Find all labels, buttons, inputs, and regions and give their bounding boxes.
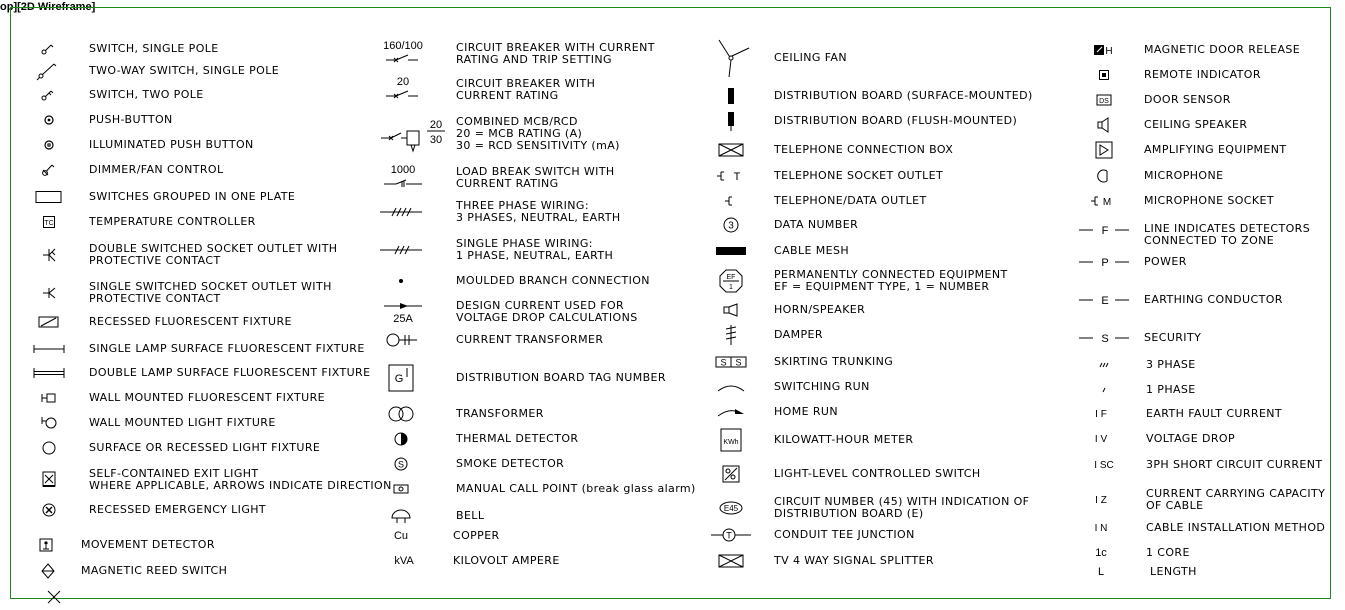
viewport-label[interactable]: op][2D Wireframe] xyxy=(0,1,96,13)
horn-speaker-icon xyxy=(701,298,761,322)
legend-label: BELL xyxy=(456,509,485,522)
detector-line-icon xyxy=(1071,221,1139,239)
svg-text:3: 3 xyxy=(728,220,734,232)
transformer-icon xyxy=(371,402,431,426)
svg-text:160/100: 160/100 xyxy=(383,40,423,52)
single-lamp-icon xyxy=(19,337,79,361)
legend-label: 3 PHASE xyxy=(1146,358,1196,371)
legend-label: LINE INDICATES DETECTORS CONNECTED TO ZONE xyxy=(1144,222,1311,247)
three-phase-icon xyxy=(1074,353,1134,377)
legend-label: TELEPHONE/DATA OUTLET xyxy=(774,194,927,207)
legend-label: LOAD BREAK SWITCH WITH CURRENT RATING xyxy=(456,165,615,190)
legend-label: 1 PHASE xyxy=(1146,383,1196,396)
microphone-socket-icon xyxy=(1074,189,1134,213)
legend-label: EARTHING CONDUCTOR xyxy=(1144,293,1283,306)
push-button-icon xyxy=(19,108,79,132)
single-socket-icon xyxy=(19,281,79,305)
wall-fluorescent-icon xyxy=(19,386,79,410)
circuit-breaker-trip-icon xyxy=(371,38,435,70)
short-circuit-icon: I SC xyxy=(1094,459,1114,471)
svg-text:E: E xyxy=(1101,295,1109,307)
one-phase-icon xyxy=(1074,378,1134,402)
svg-text:S: S xyxy=(720,357,727,368)
legend-label: COMBINED MCB/RCD 20 = MCB RATING (A) 30 = RCD SENSITIVITY (mA) xyxy=(456,115,620,152)
svg-text:S: S xyxy=(397,459,405,470)
legend-label: CIRCUIT BREAKER WITH CURRENT RATING xyxy=(456,77,596,102)
security-line-icon xyxy=(1071,326,1139,350)
wall-light-icon xyxy=(19,411,79,435)
three-phase-wiring-icon xyxy=(371,200,431,224)
smoke-detector-icon xyxy=(371,452,431,476)
legend-label: DOUBLE SWITCHED SOCKET OUTLET WITH PROTECTIVE CONTACT xyxy=(89,242,338,267)
legend-label: CABLE INSTALLATION METHOD xyxy=(1146,521,1326,534)
earthing-line-icon xyxy=(1071,288,1139,312)
grouped-switch-plate-icon xyxy=(19,185,79,209)
light-fixture-icon xyxy=(19,436,79,460)
movement-detector-icon xyxy=(16,533,76,557)
installation-method-icon: I N xyxy=(1094,522,1108,534)
branch-connection-icon xyxy=(371,269,431,293)
legend-label: MOULDED BRANCH CONNECTION xyxy=(456,274,650,287)
legend-label: SINGLE SWITCHED SOCKET OUTLET WITH PROTECTIVE CONTACT xyxy=(89,280,332,305)
db-tag-icon xyxy=(371,362,431,394)
kva-icon: kVA xyxy=(394,555,414,567)
telephone-socket-icon xyxy=(701,164,761,188)
legend-label: RECESSED FLUORESCENT FIXTURE xyxy=(89,315,292,328)
double-lamp-icon xyxy=(19,361,79,385)
legend-label: TELEPHONE SOCKET OUTLET xyxy=(774,169,944,182)
svg-text:T: T xyxy=(733,171,741,183)
svg-text:T: T xyxy=(726,530,732,541)
legend-label: SWITCHING RUN xyxy=(774,380,870,393)
legend-label: CABLE MESH xyxy=(774,244,850,257)
ceiling-speaker-icon xyxy=(1074,113,1134,137)
legend-label: DISTRIBUTION BOARD TAG NUMBER xyxy=(456,371,666,384)
light-level-switch-icon xyxy=(701,462,761,486)
legend-label: SECURITY xyxy=(1144,331,1202,344)
legend-label: MAGNETIC DOOR RELEASE xyxy=(1144,43,1301,56)
legend-label: SMOKE DETECTOR xyxy=(456,457,565,470)
legend-label: DESIGN CURRENT USED FOR VOLTAGE DROP CALCULATIONS xyxy=(456,299,638,324)
ceiling-fan-icon xyxy=(701,38,761,78)
legend-label: SKIRTING TRUNKING xyxy=(774,355,894,368)
svg-text:20: 20 xyxy=(396,76,410,88)
legend-label: PERMANENTLY CONNECTED EQUIPMENT EF = EQUIPMENT TYPE, 1 = NUMBER xyxy=(774,268,1008,293)
single-phase-wiring-icon xyxy=(371,238,431,262)
home-run-icon xyxy=(701,400,761,424)
svg-text:25A: 25A xyxy=(393,313,413,325)
legend-label: SWITCH, SINGLE POLE xyxy=(89,42,219,55)
legend-label: SWITCHES GROUPED IN ONE PLATE xyxy=(89,190,296,203)
illuminated-push-button-icon xyxy=(19,133,79,157)
svg-text:KWh: KWh xyxy=(723,439,739,446)
mcb-rcd-icon xyxy=(371,114,451,154)
two-way-switch-icon xyxy=(19,59,79,83)
legend-label: LENGTH xyxy=(1150,565,1197,578)
legend-label: DOOR SENSOR xyxy=(1144,93,1231,106)
legend-label: SURFACE OR RECESSED LIGHT FIXTURE xyxy=(89,441,321,454)
switch-two-pole-icon xyxy=(19,83,79,107)
svg-text:30: 30 xyxy=(429,134,443,146)
door-sensor-icon xyxy=(1074,88,1134,112)
legend-label: MANUAL CALL POINT (break glass alarm) xyxy=(456,482,696,495)
data-outlet-icon xyxy=(701,189,761,213)
cross-icon xyxy=(24,585,84,609)
svg-text:F: F xyxy=(1101,225,1109,237)
svg-text:S: S xyxy=(1101,333,1109,345)
legend-label: COPPER xyxy=(453,529,500,542)
legend-label: CURRENT TRANSFORMER xyxy=(456,333,604,346)
load-break-switch-icon xyxy=(371,162,435,194)
legend-label: POWER xyxy=(1144,255,1187,268)
one-core-icon: 1c xyxy=(1095,547,1107,559)
legend-label: THREE PHASE WIRING: 3 PHASES, NEUTRAL, EARTH xyxy=(456,199,621,224)
legend-label: DAMPER xyxy=(774,328,823,341)
legend-label: TRANSFORMER xyxy=(456,407,544,420)
telephone-box-icon xyxy=(701,138,761,162)
legend-label: MICROPHONE xyxy=(1144,169,1224,182)
legend-label: KILOVOLT AMPERE xyxy=(453,554,560,567)
earth-fault-icon: I F xyxy=(1095,408,1107,420)
copper-icon: Cu xyxy=(393,530,409,542)
circuit-number-icon xyxy=(701,492,761,524)
current-transformer-icon xyxy=(371,328,431,352)
legend-label: RECESSED EMERGENCY LIGHT xyxy=(89,503,267,516)
legend-label: DIMMER/FAN CONTROL xyxy=(89,163,224,176)
svg-text:DS: DS xyxy=(1099,98,1109,105)
svg-text:G: G xyxy=(394,373,404,385)
legend-label: ILLUMINATED PUSH BUTTON xyxy=(89,138,254,151)
data-number-icon xyxy=(701,213,761,237)
tv-splitter-icon xyxy=(701,549,761,573)
legend-label: TELEPHONE CONNECTION BOX xyxy=(774,143,954,156)
microphone-icon xyxy=(1074,164,1134,188)
reed-switch-icon xyxy=(18,559,78,583)
design-current-icon xyxy=(371,296,435,328)
capacity-icon: I Z xyxy=(1095,494,1107,506)
svg-text:1000: 1000 xyxy=(390,164,416,176)
exit-light-icon xyxy=(19,468,79,492)
legend-label: CEILING SPEAKER xyxy=(1144,118,1248,131)
db-flush-icon xyxy=(701,109,761,133)
legend-label: WALL MOUNTED FLUORESCENT FIXTURE xyxy=(89,391,325,404)
conduit-tee-icon xyxy=(701,523,761,547)
legend-label: TV 4 WAY SIGNAL SPLITTER xyxy=(774,554,934,567)
svg-text:TC: TC xyxy=(44,220,54,227)
thermal-detector-icon xyxy=(371,427,431,451)
double-socket-icon xyxy=(19,243,79,267)
drawing-viewport[interactable] xyxy=(10,7,1331,599)
legend-label: EARTH FAULT CURRENT xyxy=(1146,407,1283,420)
legend-label: VOLTAGE DROP xyxy=(1146,432,1235,445)
switch-single-pole-icon xyxy=(19,37,79,61)
legend-label: HORN/SPEAKER xyxy=(774,303,866,316)
call-point-icon xyxy=(371,477,431,501)
connected-equipment-icon xyxy=(701,265,761,297)
legend-label: SWITCH, TWO POLE xyxy=(89,88,204,101)
legend-label: DISTRIBUTION BOARD (FLUSH-MOUNTED) xyxy=(774,114,1018,127)
switching-run-icon xyxy=(701,375,761,399)
legend-label: MOVEMENT DETECTOR xyxy=(81,538,215,551)
legend-label: MAGNETIC REED SWITCH xyxy=(81,564,228,577)
legend-label: THERMAL DETECTOR xyxy=(456,432,579,445)
legend-label: KILOWATT-HOUR METER xyxy=(774,433,914,446)
svg-text:1: 1 xyxy=(729,284,733,291)
legend-label: CEILING FAN xyxy=(774,51,847,64)
legend-label: CIRCUIT BREAKER WITH CURRENT RATING AND TRIP SETTING xyxy=(456,41,655,66)
temperature-controller-icon xyxy=(19,210,79,234)
svg-text:S: S xyxy=(735,357,742,368)
legend-label: DISTRIBUTION BOARD (SURFACE-MOUNTED) xyxy=(774,89,1033,102)
length-icon: L xyxy=(1097,566,1105,578)
legend-label: CIRCUIT NUMBER (45) WITH INDICATION OF DISTRIBUTION BOARD (E) xyxy=(774,495,1030,520)
legend-label: DOUBLE LAMP SURFACE FLUORESCENT FIXTURE xyxy=(89,366,371,379)
skirting-trunking-icon xyxy=(701,350,761,374)
svg-text:P: P xyxy=(1101,257,1109,269)
legend-label: SINGLE LAMP SURFACE FLUORESCENT FIXTURE xyxy=(89,342,365,355)
legend-label: PUSH-BUTTON xyxy=(89,113,173,126)
legend-label: 1 CORE xyxy=(1146,546,1190,559)
circuit-breaker-icon xyxy=(371,74,435,106)
svg-text:E45: E45 xyxy=(723,504,739,513)
recessed-fluorescent-icon xyxy=(19,310,79,334)
legend-label: WALL MOUNTED LIGHT FIXTURE xyxy=(89,416,276,429)
legend-label: MICROPHONE SOCKET xyxy=(1144,194,1274,207)
power-line-icon xyxy=(1071,250,1139,274)
door-release-icon xyxy=(1074,38,1134,62)
db-surface-icon xyxy=(701,84,761,108)
svg-text:20: 20 xyxy=(429,119,443,131)
remote-indicator-icon xyxy=(1074,63,1134,87)
voltage-drop-icon: I V xyxy=(1094,433,1108,445)
dimmer-icon xyxy=(19,158,79,182)
svg-text:M: M xyxy=(1102,197,1112,208)
legend-label: 3PH SHORT CIRCUIT CURRENT xyxy=(1146,458,1323,471)
legend-label: CURRENT CARRYING CAPACITY OF CABLE xyxy=(1146,487,1326,512)
legend-label: SINGLE PHASE WIRING: 1 PHASE, NEUTRAL, EARTH xyxy=(456,237,614,262)
amplifier-icon xyxy=(1074,138,1134,162)
damper-icon xyxy=(701,323,761,347)
kwh-meter-icon xyxy=(701,425,761,455)
svg-text:EF: EF xyxy=(726,274,736,281)
legend-label: LIGHT-LEVEL CONTROLLED SWITCH xyxy=(774,467,981,480)
legend-label: TWO-WAY SWITCH, SINGLE POLE xyxy=(89,64,280,77)
legend-label: CONDUIT TEE JUNCTION xyxy=(774,528,915,541)
legend-label: AMPLIFYING EQUIPMENT xyxy=(1144,143,1287,156)
legend-label: SELF-CONTAINED EXIT LIGHT WHERE APPLICABLE, ARROWS INDICATE DIRECTION xyxy=(89,467,392,492)
legend-label: TEMPERATURE CONTROLLER xyxy=(89,215,256,228)
cable-mesh-icon xyxy=(701,239,761,263)
legend-label: HOME RUN xyxy=(774,405,838,418)
legend-label: REMOTE INDICATOR xyxy=(1144,68,1261,81)
emergency-light-icon xyxy=(19,498,79,522)
legend-label: DATA NUMBER xyxy=(774,218,859,231)
svg-text:H: H xyxy=(1105,46,1113,57)
